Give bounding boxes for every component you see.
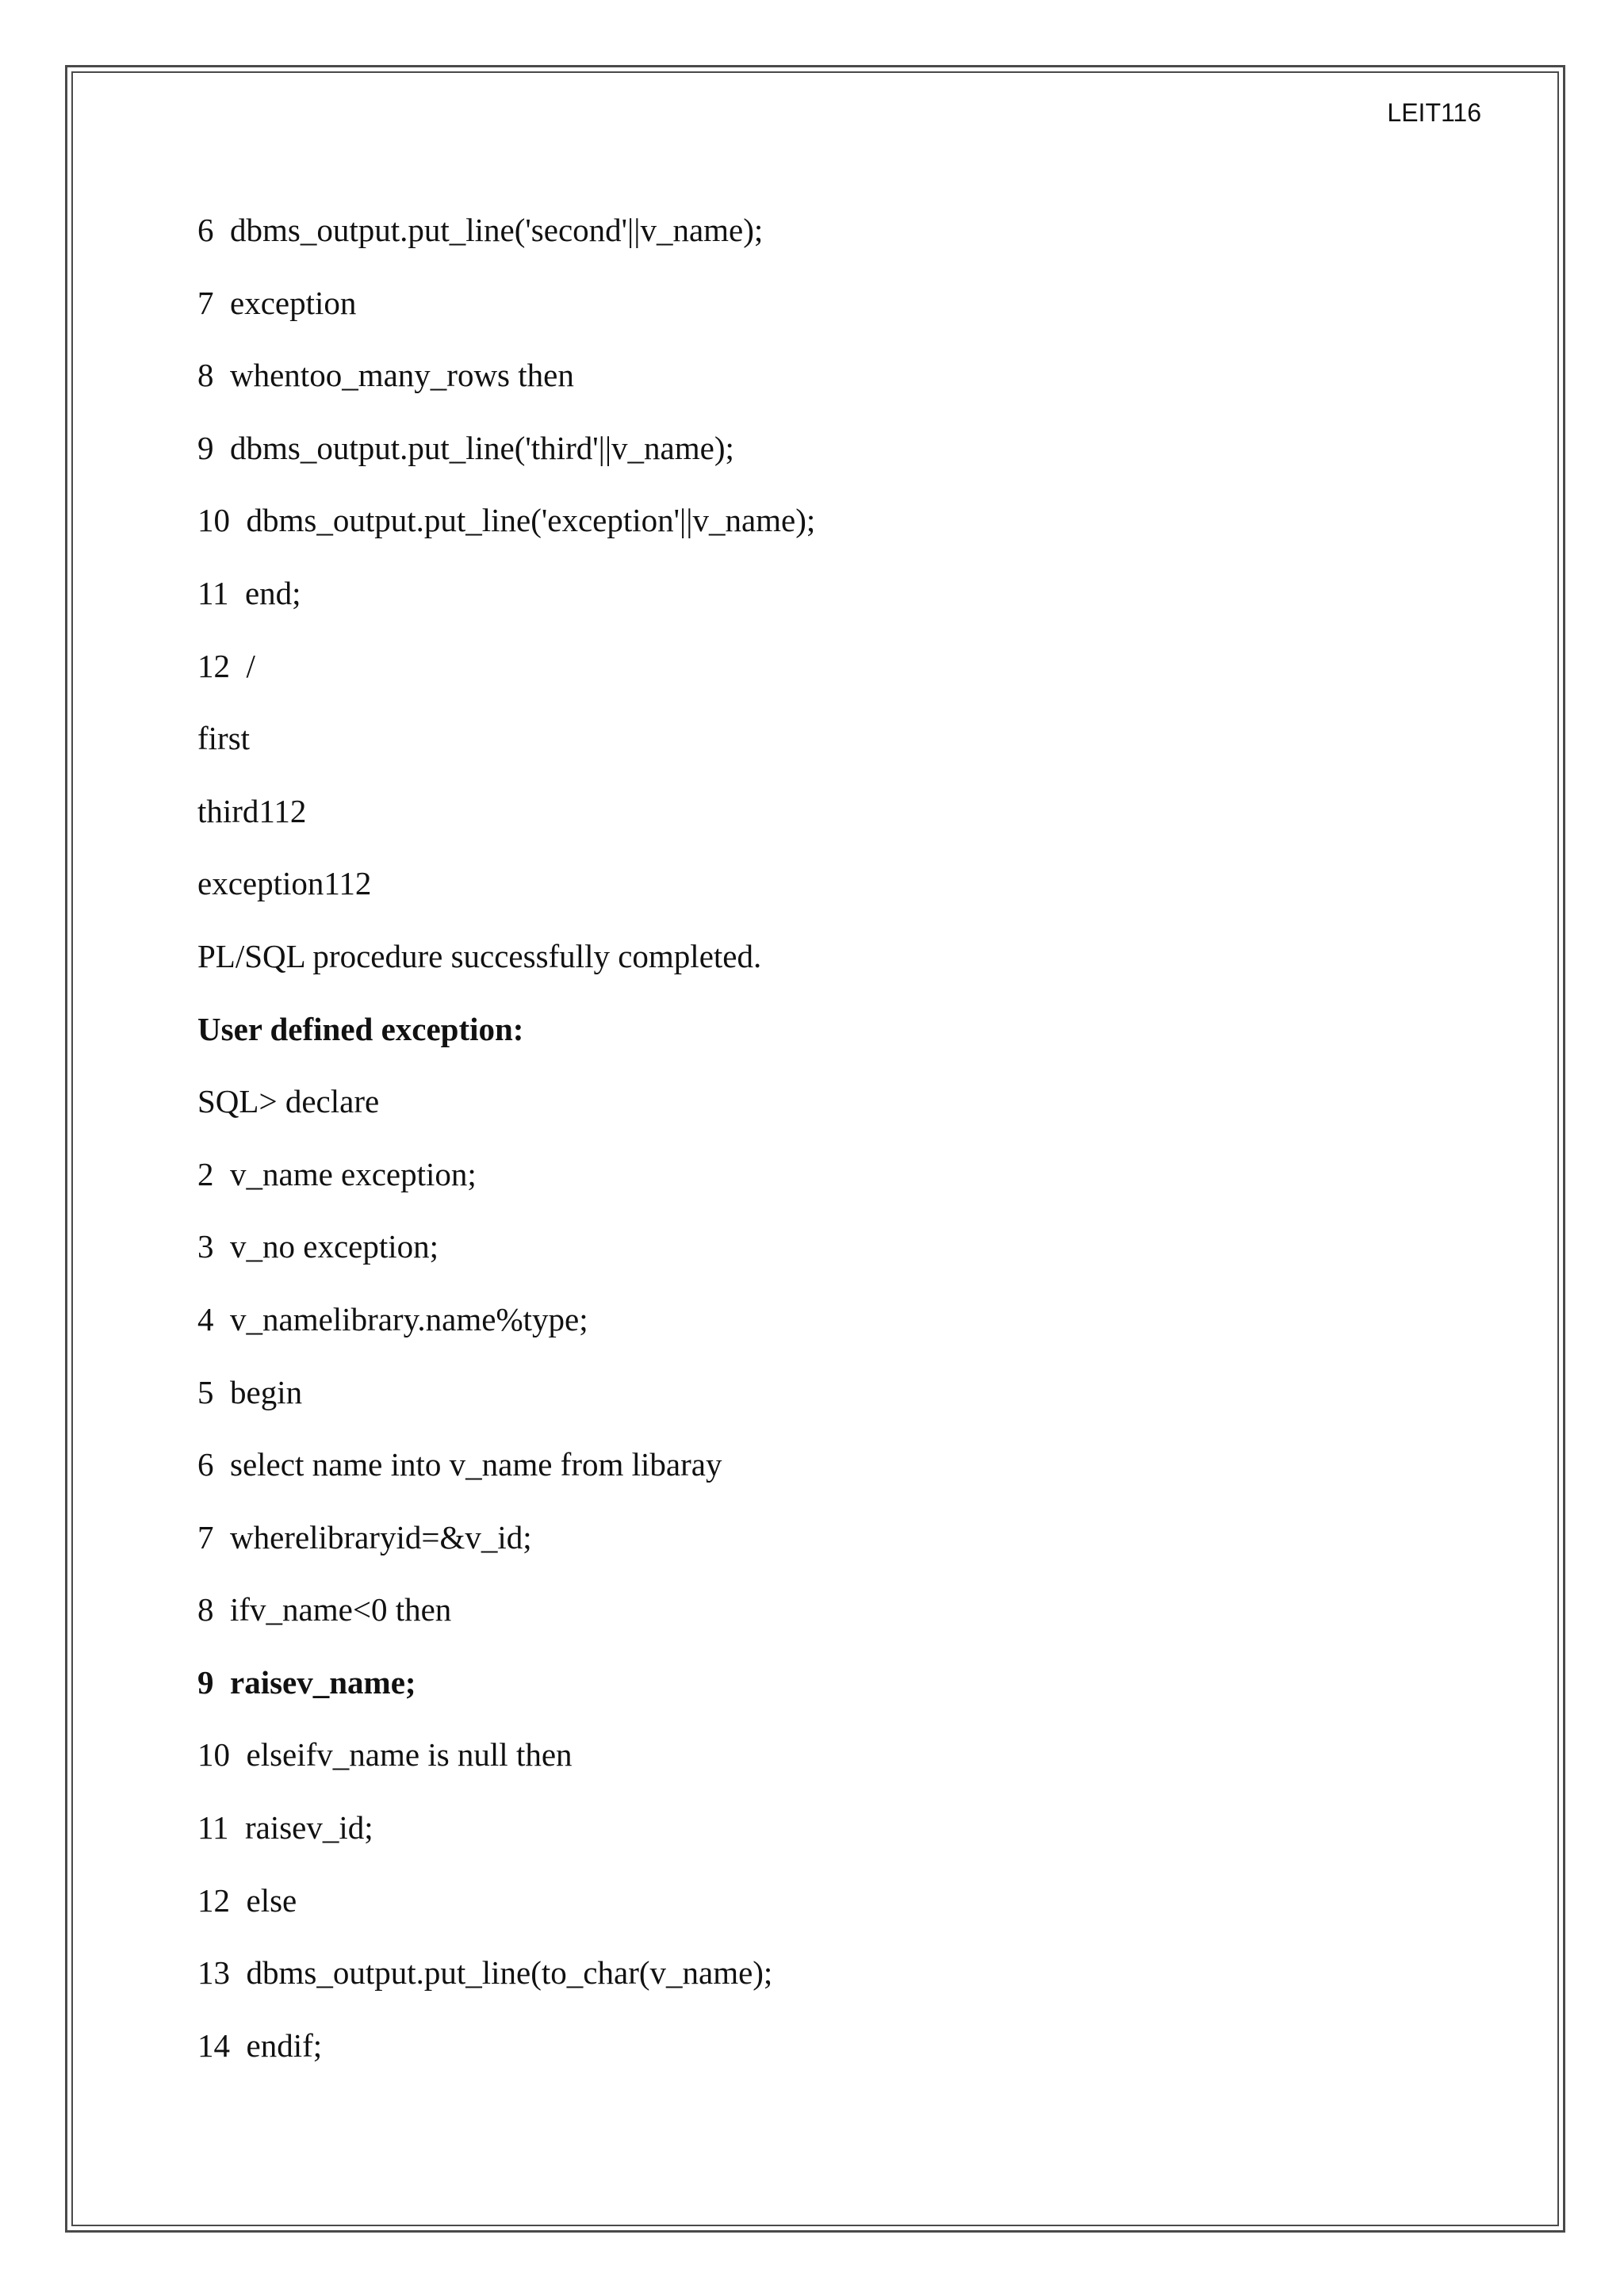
code-line: SQL> declare <box>197 1083 380 1120</box>
code-line: 7 wherelibraryid=&v_id; <box>197 1518 532 1556</box>
code-line: exception112 <box>197 865 372 902</box>
code-line: third112 <box>197 792 307 829</box>
code-line: 3 v_no exception; <box>197 1228 439 1265</box>
document-code: LEIT116 <box>1387 98 1481 127</box>
code-line: 12 / <box>197 647 255 684</box>
code-line: 6 select name into v_name from libaray <box>197 1446 722 1483</box>
code-line: 6 dbms_output.put_line('second'||v_name); <box>197 212 764 248</box>
code-listing <box>197 194 1466 2082</box>
code-line: 12 else <box>197 1881 297 1919</box>
code-line: 10 dbms_output.put_line('exception'||v_name); <box>197 502 816 539</box>
code-line: PL/SQL procedure successfully completed. <box>197 937 762 974</box>
code-line: 4 v_namelibrary.name%type; <box>197 1300 588 1337</box>
code-line: 7 exception <box>197 284 357 321</box>
code-line: 10 elseifv_name is null then <box>197 1736 573 1774</box>
code-line: 9 dbms_output.put_line('third'||v_name); <box>197 429 734 466</box>
code-line: 8 whentoo_many_rows then <box>197 357 574 394</box>
code-line: 11 end; <box>197 574 301 611</box>
code-line: first <box>197 720 251 757</box>
code-line: 14 endif; <box>197 2026 323 2064</box>
code-line: 11 raisev_id; <box>197 1809 373 1846</box>
bold-line: 9 raisev_name; <box>197 1663 416 1701</box>
code-line: 8 ifv_name<0 then <box>197 1591 452 1628</box>
code-line: 5 begin <box>197 1373 303 1410</box>
bold-line: User defined exception: <box>197 1010 524 1047</box>
code-line: 13 dbms_output.put_line(to_char(v_name); <box>197 1954 773 1992</box>
code-line: 2 v_name exception; <box>197 1155 477 1192</box>
